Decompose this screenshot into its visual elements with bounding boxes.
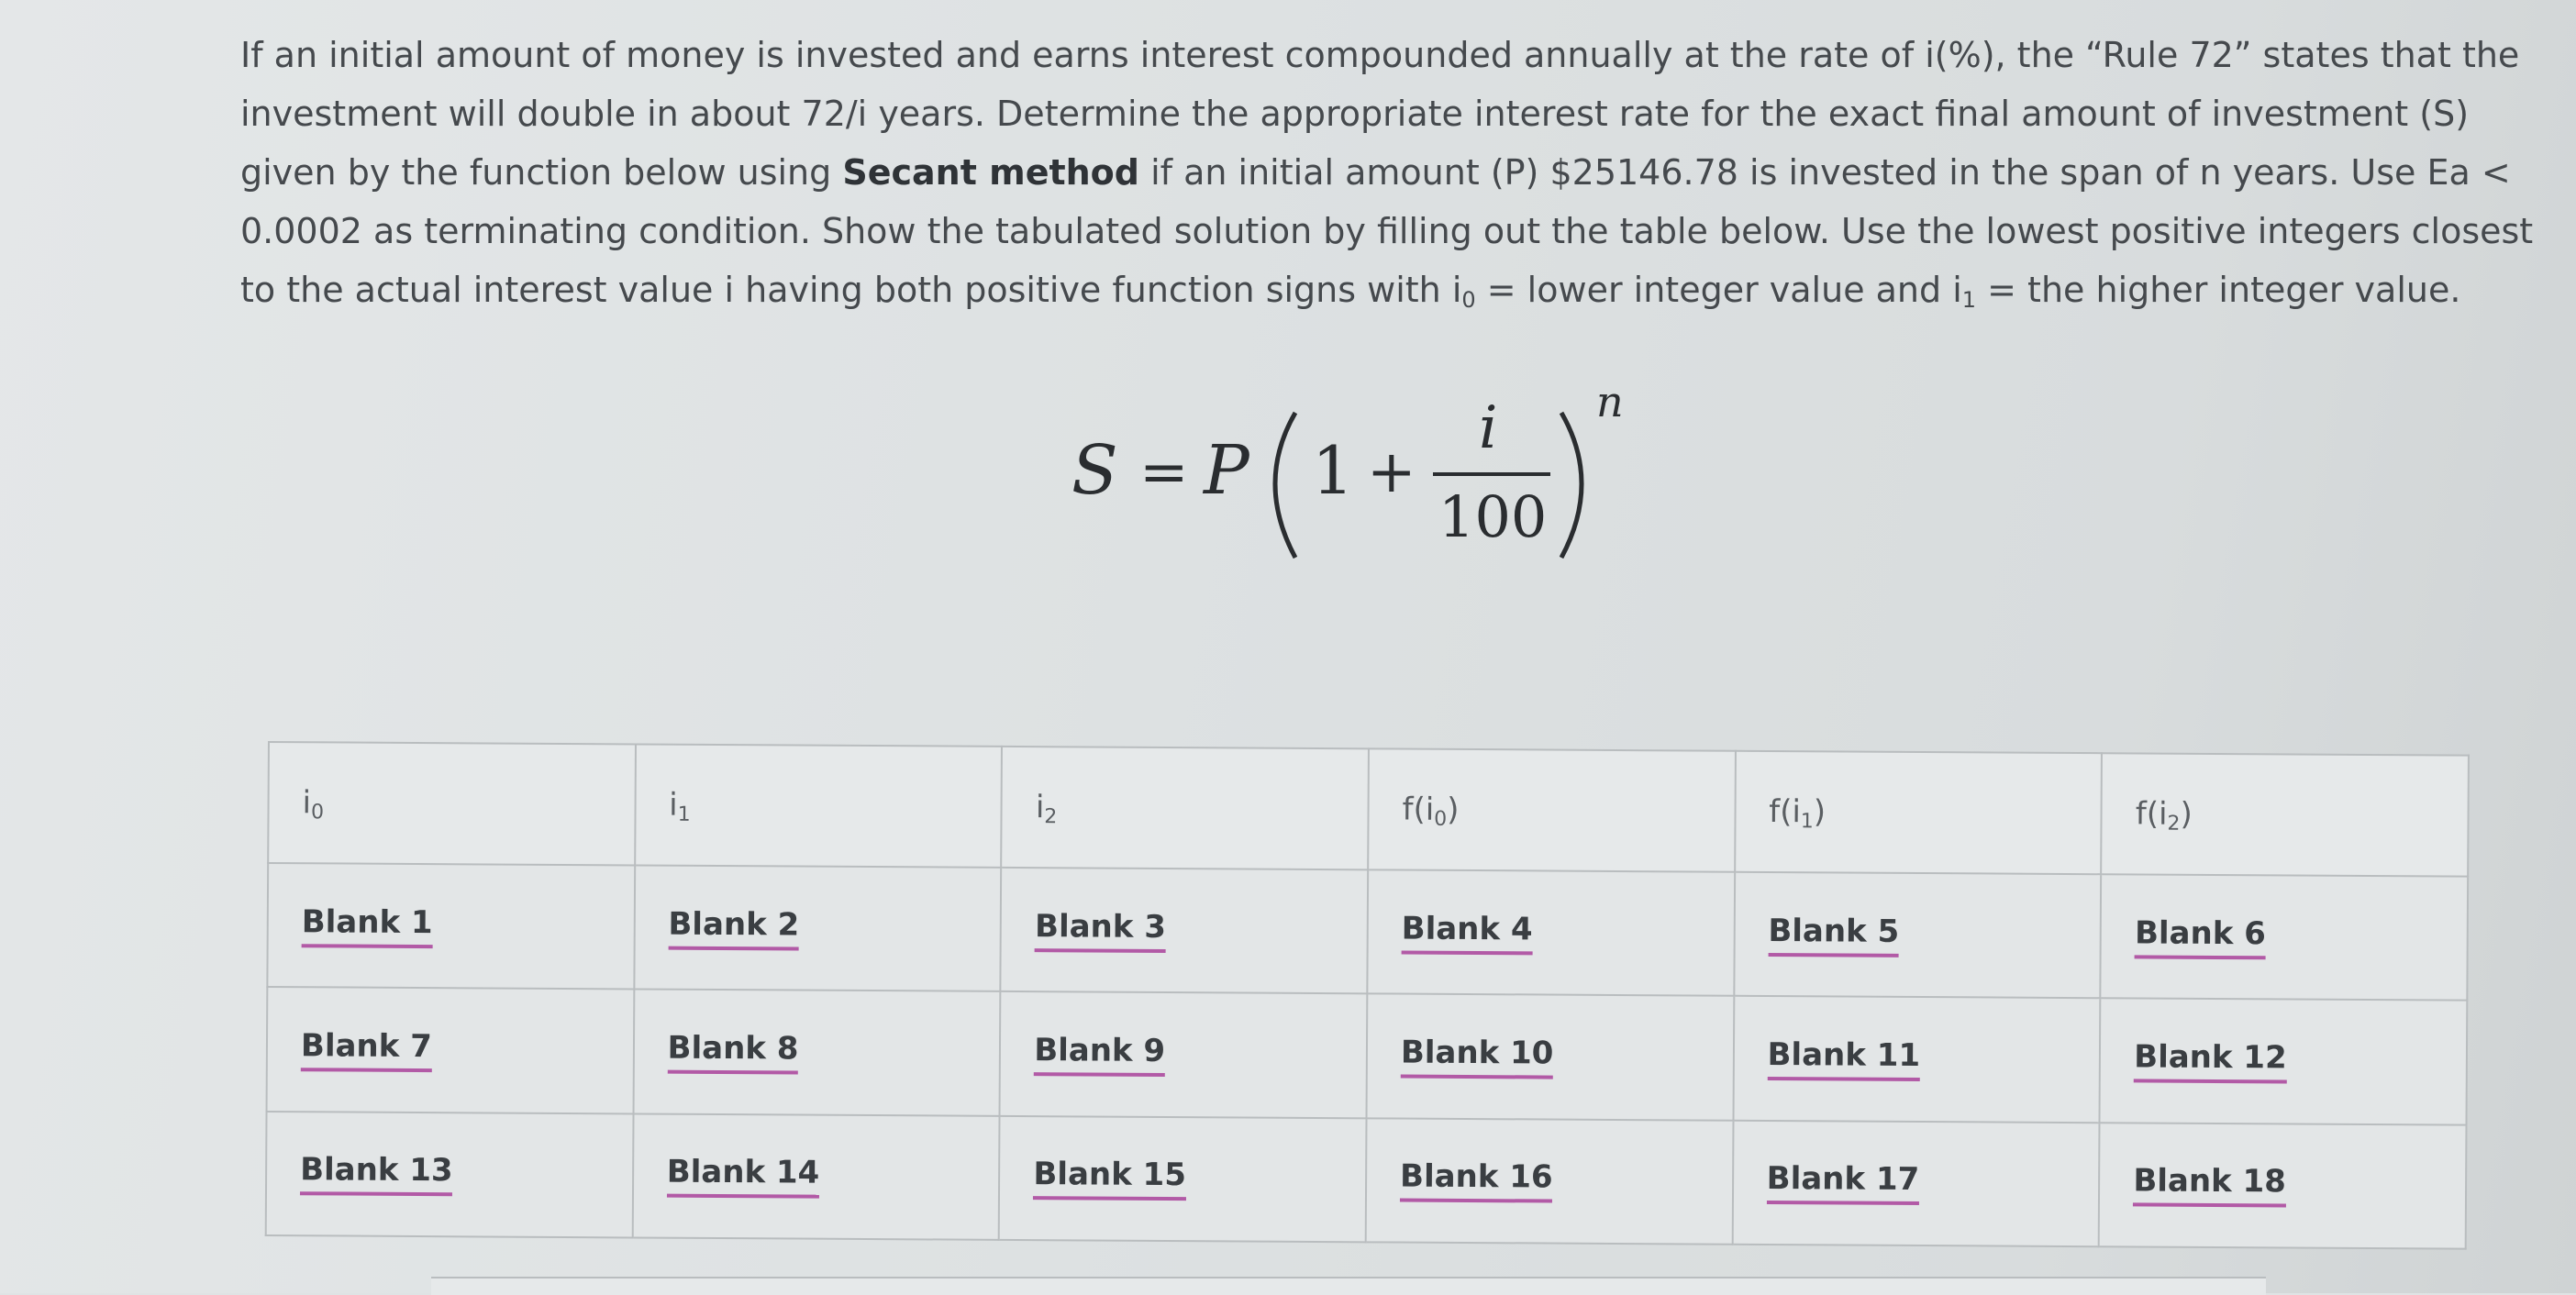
i0-subscript: 0: [1461, 287, 1476, 313]
table-cell: [632, 1113, 999, 1240]
question-text: [240, 26, 2534, 319]
question-line-5-b: = lower integer value and i: [1475, 270, 1962, 310]
table-cell: [1367, 869, 1734, 996]
table-cell: [2100, 999, 2468, 1125]
table-cell: [1000, 991, 1367, 1118]
blank-field-6[interactable]: Blank 6: [2135, 914, 2266, 959]
table-cell: [267, 987, 634, 1113]
header-f-i0: $f(i_0)$: [1368, 748, 1735, 871]
table-cell: [1366, 994, 1733, 1121]
secant-method-emphasis: Secant method: [842, 152, 1139, 193]
blank-field-10[interactable]: Blank 10: [1401, 1035, 1554, 1079]
table-cell: [1733, 996, 2100, 1123]
blank-field-7[interactable]: Blank 7: [301, 1027, 432, 1072]
blank-field-9[interactable]: Blank 9: [1034, 1032, 1165, 1077]
table-cell: [2099, 1123, 2467, 1249]
blank-field-8[interactable]: Blank 8: [667, 1030, 798, 1075]
blank-field-13[interactable]: Blank 13: [300, 1152, 453, 1197]
table-cell: [267, 863, 634, 990]
header-i2: $i_2$: [1001, 747, 1368, 869]
table-row: [267, 987, 2468, 1124]
compound-interest-formula: [1055, 367, 1697, 587]
table-cell: [633, 990, 1000, 1116]
header-f-i2: $f(i_2)$: [2101, 753, 2469, 876]
i1-subscript: 1: [1961, 287, 1977, 313]
question-line-3: [240, 143, 2511, 202]
table-cell: [1734, 872, 2101, 999]
table-header-row: [268, 742, 2469, 877]
blank-field-3[interactable]: Blank 3: [1035, 908, 1166, 953]
table-cell: [1366, 1118, 1733, 1245]
table-cell: [266, 1112, 633, 1238]
blank-field-5[interactable]: Blank 5: [1768, 913, 1899, 957]
blank-field-16[interactable]: Blank 16: [1400, 1158, 1553, 1203]
question-line-4: 0.0002 as terminating condition. Show the tabulated solution by filling out the table below. Use the lowest positive integers closest: [240, 211, 2534, 251]
question-line-5: [240, 260, 2479, 319]
blank-field-4[interactable]: Blank 4: [1402, 910, 1533, 955]
formula-plus: +: [1367, 438, 1416, 506]
question-line-2: investment will double in about 72/i years. Determine the appropriate interest rate for the exact final amount of investment (S): [240, 94, 2470, 134]
formula-exponent: n: [1596, 377, 1624, 426]
table-cell: [2101, 874, 2469, 1001]
question-line-5-c: = the higher integer value.: [1976, 270, 2461, 310]
table-row: [267, 863, 2468, 1001]
formula-denominator: 100: [1438, 483, 1548, 550]
blank-field-12[interactable]: Blank 12: [2134, 1038, 2287, 1083]
formula-p: P: [1204, 431, 1249, 510]
header-f-i1: $f(i_1)$: [1735, 751, 2102, 874]
blank-field-2[interactable]: Blank 2: [668, 905, 799, 950]
question-line-1: If an initial amount of money is invested and earns interest compounded annually at the rate of i(%), the “Rule 72” states that the: [240, 35, 2520, 75]
next-section-edge: [431, 1277, 2266, 1295]
secant-solution-table: [265, 741, 2470, 1250]
formula-left-paren: [1275, 413, 1295, 558]
blank-field-15[interactable]: Blank 15: [1033, 1156, 1186, 1201]
blank-field-11[interactable]: Blank 11: [1767, 1036, 1920, 1081]
header-i0: $i_0$: [268, 742, 635, 865]
blank-field-17[interactable]: Blank 17: [1767, 1160, 1920, 1205]
header-i1: $i_1$: [635, 744, 1002, 867]
formula-numerator: i: [1479, 394, 1498, 462]
formula-one: 1: [1312, 432, 1354, 509]
question-line-3-end: if an initial amount (P) $25146.78 is invested in the span of n years. Use Ea <: [1139, 152, 2511, 193]
question-line-3-start: given by the function below using: [240, 152, 843, 193]
table-cell: [634, 865, 1001, 991]
table-cell: [999, 1116, 1366, 1243]
question-line-5-a: to the actual interest value i having both positive function signs with i: [240, 270, 1462, 310]
table-cell: [1732, 1120, 2099, 1246]
formula-s: S: [1071, 431, 1118, 510]
blank-field-14[interactable]: Blank 14: [667, 1154, 820, 1199]
formula-equals: =: [1139, 438, 1189, 506]
table-cell: [1001, 868, 1368, 994]
formula-graphic: [1055, 367, 1697, 587]
table-row: [266, 1112, 2467, 1249]
secant-table-container: [265, 741, 2470, 1250]
blank-field-1[interactable]: Blank 1: [302, 903, 433, 948]
formula-right-paren: [1561, 413, 1582, 558]
blank-field-18[interactable]: Blank 18: [2133, 1163, 2286, 1208]
